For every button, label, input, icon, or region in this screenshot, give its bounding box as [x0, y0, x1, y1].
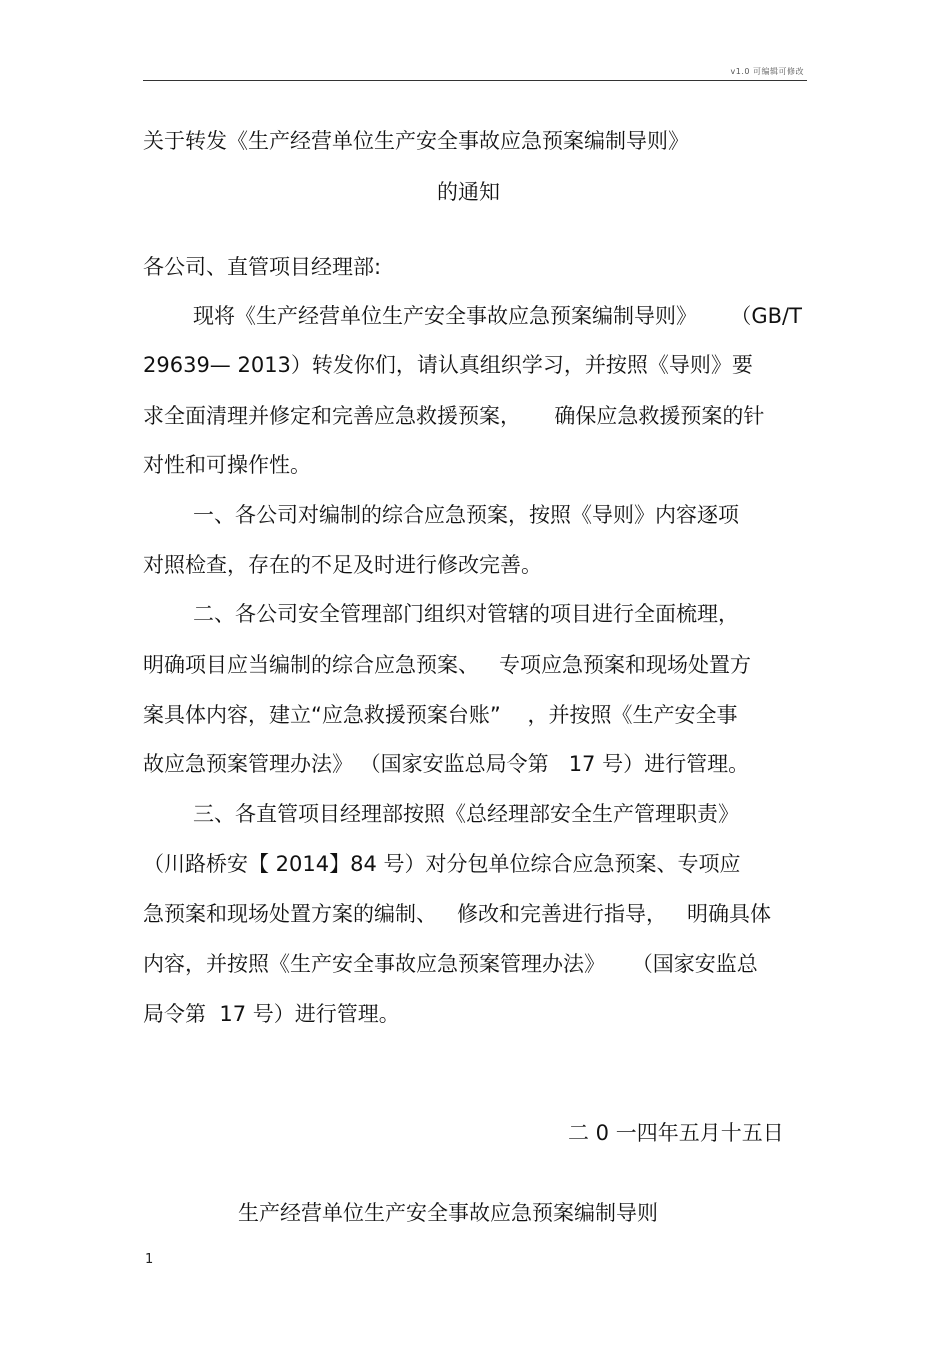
body-line: 案具体内容，建立“应急救援预案台账” ，并按照《生产安全事	[143, 703, 738, 727]
document-title-line-2: 的通知	[437, 180, 500, 204]
body-line: 局令第 17 号）进行管理。	[143, 1002, 400, 1026]
body-line: 现将《生产经营单位生产安全事故应急预案编制导则》 （GB/T	[193, 304, 802, 328]
body-line: 求全面清理并修定和完善应急救援预案， 确保应急救援预案的针	[143, 404, 765, 428]
page-number: 1	[145, 1252, 154, 1267]
body-line: 急预案和现场处置方案的编制、 修改和完善进行指导， 明确具体	[143, 902, 772, 926]
body-line: 对照检查，存在的不足及时进行修改完善。	[143, 553, 542, 577]
body-line: （川路桥安【 2014】84 号）对分包单位综合应急预案、专项应	[143, 852, 741, 876]
header-rule	[143, 80, 807, 81]
body-line: 故应急预案管理办法》 （国家安监总局令第 17 号）进行管理。	[143, 752, 750, 776]
salutation: 各公司、直管项目经理部:	[143, 255, 382, 279]
document-title-line-1: 关于转发《生产经营单位生产安全事故应急预案编制导则》	[143, 129, 689, 153]
body-line: 内容，并按照《生产安全事故应急预案管理办法》 （国家安监总	[143, 952, 758, 976]
body-line: 三、各直管项目经理部按照《总经理部安全生产管理职责》	[193, 802, 739, 826]
document-date: 二 0 一四年五月十五日	[568, 1121, 784, 1145]
body-line: 29639— 2013）转发你们，请认真组织学习，并按照《导则》要	[143, 353, 753, 377]
body-line: 对性和可操作性。	[143, 453, 311, 477]
body-line: 二、各公司安全管理部门组织对管辖的项目进行全面梳理，	[193, 602, 739, 626]
body-line: 一、各公司对编制的综合应急预案，按照《导则》内容逐项	[193, 503, 739, 527]
attachment-title: 生产经营单位生产安全事故应急预案编制导则	[238, 1201, 658, 1225]
header-version-note: v1.0 可编辑可修改	[730, 67, 804, 76]
body-line: 明确项目应当编制的综合应急预案、 专项应急预案和现场处置方	[143, 653, 752, 677]
